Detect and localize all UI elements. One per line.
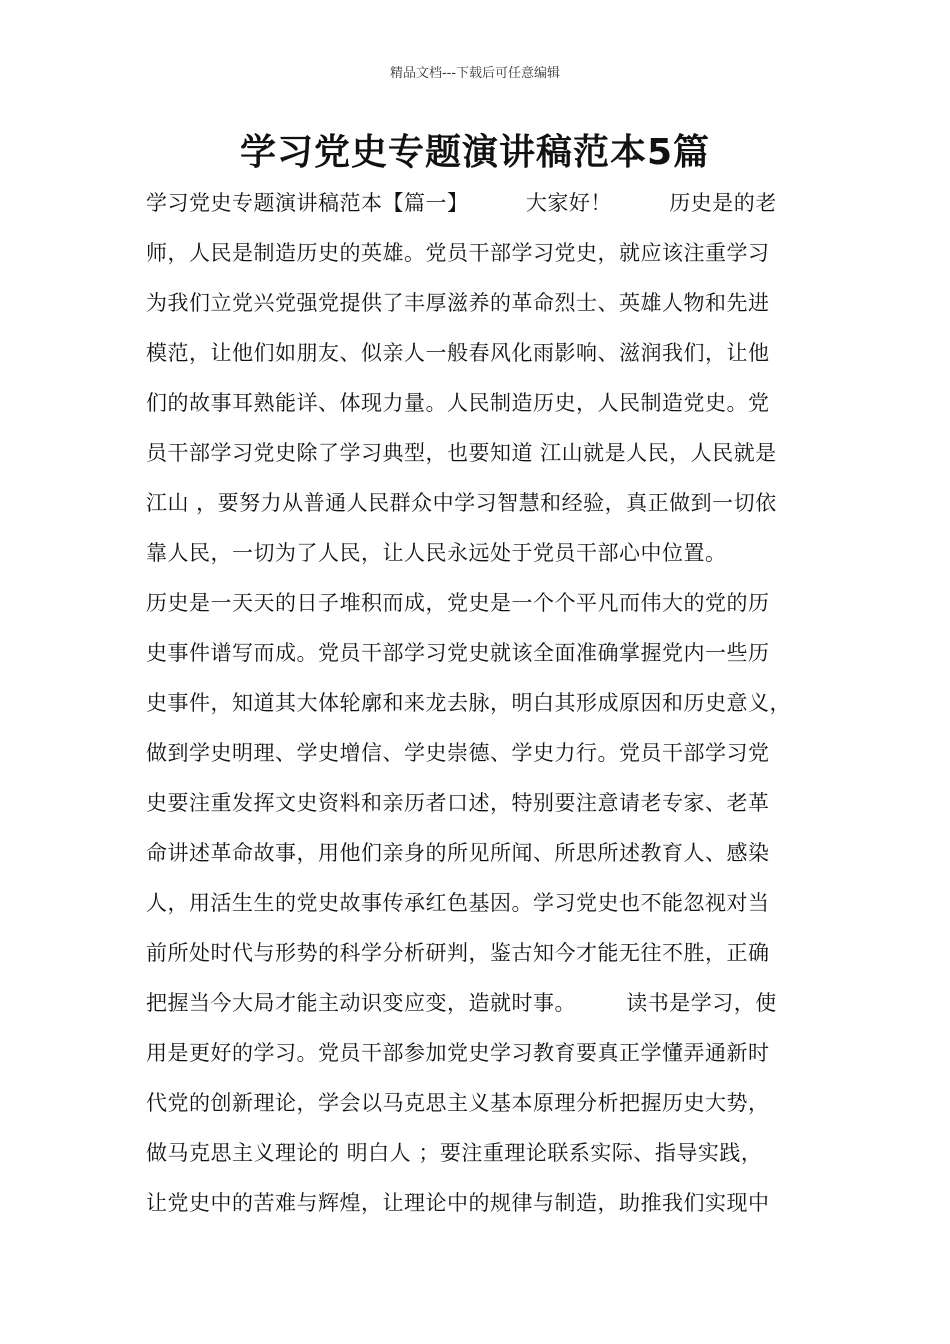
- body-line: 为我们立党兴党强党提供了丰厚滋养的革命烈士、英雄人物和先进: [146, 291, 770, 315]
- body-line: 员干部学习党史除了学习典型，也要知道 江山就是人民，人民就是: [146, 441, 777, 465]
- body-line: 史事件，知道其大体轮廓和来龙去脉，明白其形成原因和历史意义，: [146, 691, 791, 715]
- body-line: 做马克思主义理论的 明白人 ；要注重理论联系实际、指导实践，: [146, 1141, 763, 1165]
- body-line: 用是更好的学习。党员干部参加党史学习教育要真正学懂弄通新时: [146, 1041, 770, 1065]
- body-line: 命讲述革命故事，用他们亲身的所见所闻、所思所述教育人、感染: [146, 841, 770, 865]
- body-line: 靠人民，一切为了人民，让人民永远处于党员干部心中位置。: [146, 541, 727, 565]
- body-line: 学习党史专题演讲稿范本【篇一】 大家好！ 历史是的老: [146, 191, 777, 215]
- body-line: 史事件谱写而成。党员干部学习党史就该全面准确掌握党内一些历: [146, 641, 770, 665]
- body-line: 师，人民是制造历史的英雄。党员干部学习党史，就应该注重学习: [146, 241, 770, 265]
- body-line: 史要注重发挥文史资料和亲历者口述，特别要注意请老专家、老革: [146, 791, 770, 815]
- body-line: 历史是一天天的日子堆积而成，党史是一个个平凡而伟大的党的历: [146, 591, 770, 615]
- body-line: 让党史中的苦难与辉煌，让理论中的规律与制造，助推我们实现中: [146, 1191, 770, 1215]
- body-line: 做到学史明理、学史增信、学史崇德、学史力行。党员干部学习党: [146, 741, 770, 765]
- document-title: 学习党史专题演讲稿范本5篇: [239, 132, 711, 173]
- body-text: [146, 178, 826, 1228]
- body-line: 们的故事耳熟能详、体现力量。人民制造历史，人民制造党史。党: [146, 391, 770, 415]
- body-line: 前所处时代与形势的科学分析研判，鉴古知今才能无往不胜，正确: [146, 941, 770, 965]
- header-note: 精品文档---下载后可任意编辑: [389, 66, 561, 81]
- body-line: 模范，让他们如朋友、似亲人一般春风化雨影响、滋润我们，让他: [146, 341, 770, 365]
- body-line: 江山 ，要努力从普通人民群众中学习智慧和经验，真正做到一切依: [146, 491, 777, 515]
- body-line: 代党的创新理论，学会以马克思主义基本原理分析把握历史大势，: [146, 1091, 770, 1115]
- body-line: 把握当今大局才能主动识变应变，造就时事。 读书是学习，使: [146, 991, 777, 1015]
- body-line: 人，用活生生的党史故事传承红色基因。学习党史也不能忽视对当: [146, 891, 770, 915]
